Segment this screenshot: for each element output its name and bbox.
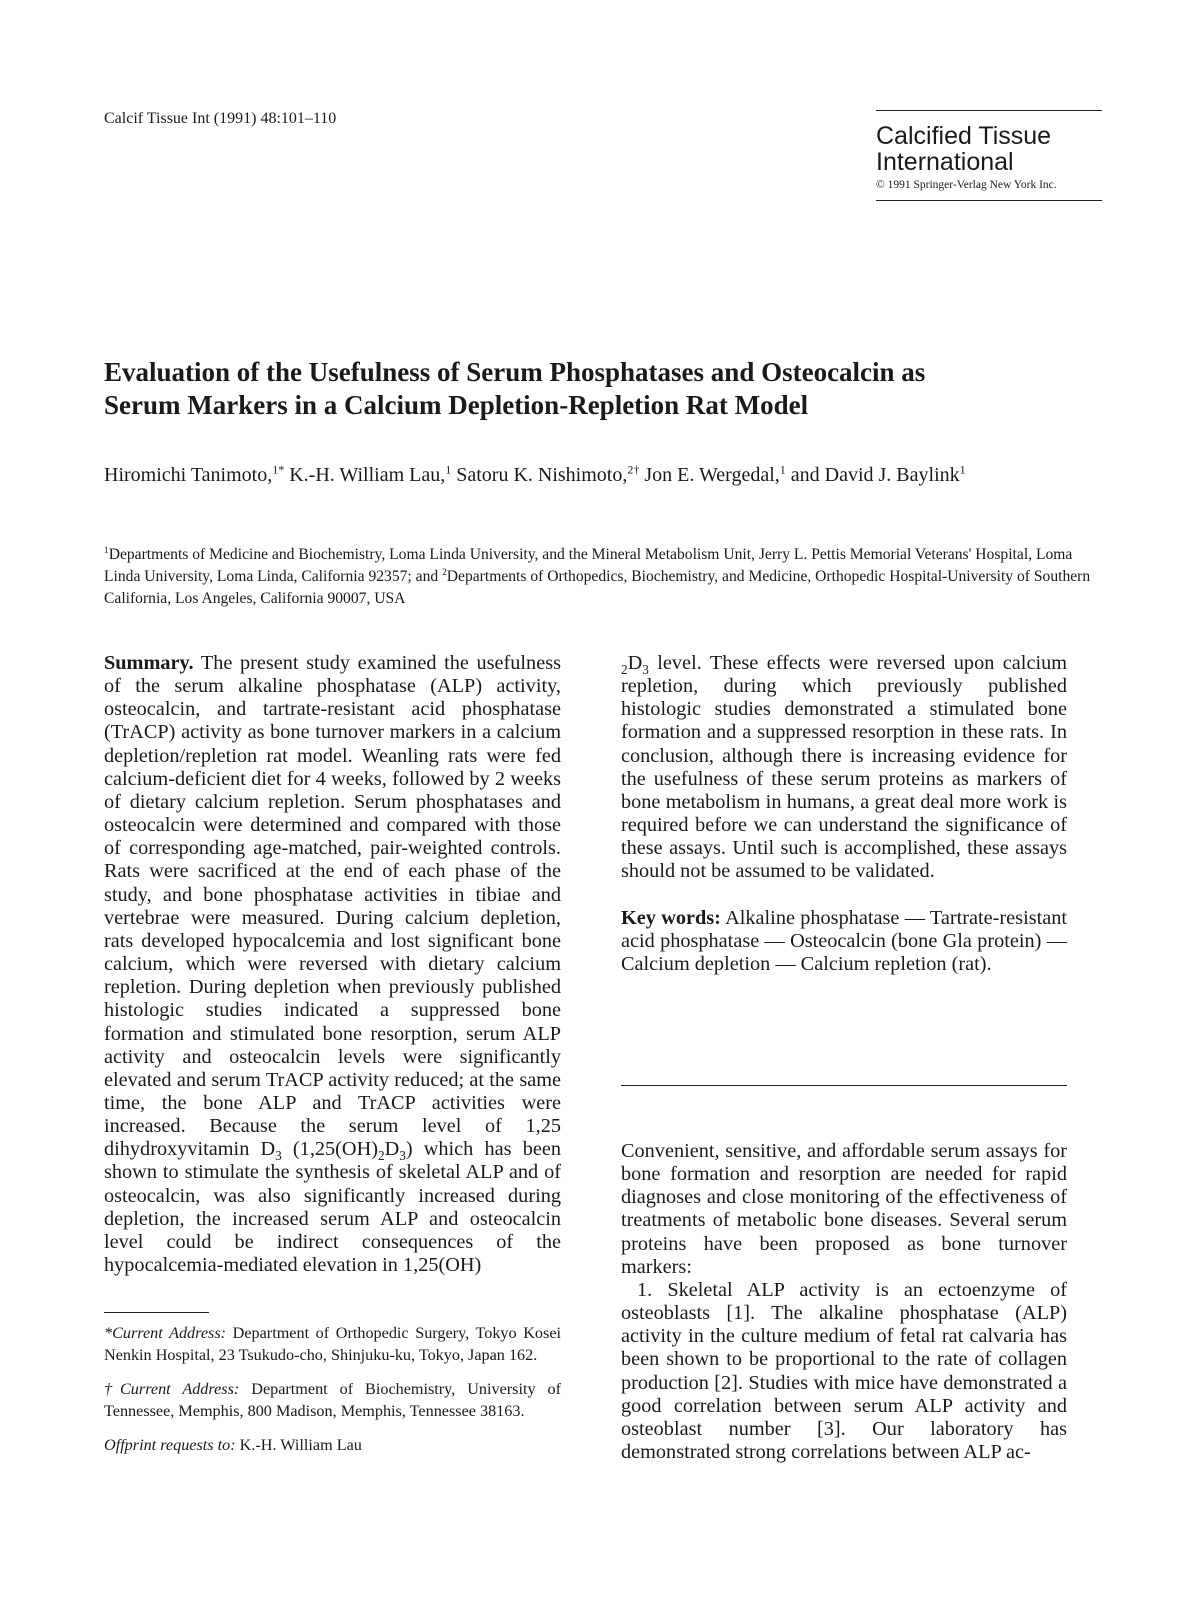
- summary-text: D: [627, 652, 643, 674]
- footnote-divider: [104, 1312, 209, 1313]
- footnote-text: Department of Orthopedic Surgery, Tokyo Kosei Nenkin Hospital, 23 Tsukudo-cho, Shinjuku-ku, Tokyo, Japan 162.: [104, 1324, 561, 1364]
- section-divider: [621, 1085, 1067, 1086]
- intro-paragraph-2: 1. Skeletal ALP activity is an ectoenzyme of osteoblasts [1]. The alkaline phosphatase (ALP) activity in the culture medium of fetal rat calvaria has been shown to be proportional to the rate of collagen production [2]. Studies with mice have demonstrated a good correlation between serum ALP activity and osteoblast number [3]. Our laboratory has demonstrated strong correlations between ALP ac-: [621, 1278, 1067, 1464]
- masthead-bottom-rule: [876, 200, 1102, 201]
- summary-label: Summary.: [104, 652, 194, 674]
- summary-text: (1,25(OH): [281, 1138, 378, 1161]
- author-marker: 2†: [627, 462, 640, 477]
- author-name: Jon E. Wergedal,: [644, 464, 780, 486]
- summary-column-right: [621, 652, 1067, 976]
- summary-text: ) which has been shown to stimulate the synthesis of skeletal ALP and of osteocalcin, was also significantly increased during depletion, the increased serum ALP and osteocalcin level could be indirect consequences of the hypocalcemia-mediated elevation in 1,25(OH): [104, 1138, 561, 1277]
- introduction: [621, 1140, 1067, 1464]
- title-line-1: Evaluation of the Usefulness of Serum Phosphatases and Osteocalcin as: [104, 357, 926, 387]
- masthead-top-rule: [876, 110, 1102, 111]
- affiliation-marker: 2: [442, 567, 447, 578]
- author-name: Satoru K. Nishimoto,: [456, 464, 628, 486]
- offprint-requests: [104, 1434, 561, 1456]
- journal-citation: Calcif Tissue Int (1991) 48:101–110: [104, 110, 337, 127]
- author-marker: 1: [959, 462, 966, 477]
- journal-name-line2: International: [876, 148, 1014, 176]
- footnotes: [104, 1322, 561, 1468]
- affiliations: [104, 544, 1094, 610]
- subscript: 2: [377, 1148, 385, 1164]
- subscript: 2: [621, 662, 628, 678]
- author-name: Hiromichi Tanimoto,: [104, 464, 273, 486]
- footnote-1: [104, 1322, 561, 1366]
- affiliation-2: Departments of Orthopedics, Biochemistry, and Medicine, Orthopedic Hospital-University of Southern California, Los Angeles, California 90007, USA: [104, 568, 1091, 607]
- affiliation-1: Departments of Medicine and Biochemistry, Loma Linda University, and the Mineral Metabolism Unit, Jerry L. Pettis Memorial Veterans' Hospital, Loma Linda University, Loma Linda, California 92357; and: [104, 546, 1073, 585]
- author-marker: 1: [445, 462, 452, 477]
- journal-masthead: [876, 110, 1102, 201]
- article-title: [104, 356, 1064, 422]
- summary-paragraph: [104, 652, 561, 1277]
- footnote-label: *Current Address:: [104, 1324, 227, 1342]
- author-name: and David J. Baylink: [790, 464, 960, 486]
- summary-column-left: [104, 652, 561, 1277]
- summary-text: D: [384, 1138, 400, 1161]
- footnote-label: Offprint requests to:: [104, 1436, 236, 1454]
- author-name: K.-H. William Lau,: [289, 464, 446, 486]
- author-marker: 1*: [272, 462, 285, 477]
- footnote-label: †Current Address:: [104, 1380, 240, 1398]
- journal-name-line1: Calcified Tissue: [876, 122, 1052, 150]
- subscript: 3: [275, 1148, 282, 1164]
- keywords-text: Alkaline phosphatase — Tartrate-resistant acid phosphatase — Osteocalcin (bone Gla protein) — Calcium depletion — Calcium repletion (rat).: [621, 906, 1068, 975]
- footnote-text: Department of Biochemistry, University of Tennessee, Memphis, 800 Madison, Memphis, Tennessee 38163.: [104, 1380, 562, 1420]
- author-list: [104, 463, 1064, 488]
- keywords-label: Key words:: [621, 906, 721, 929]
- footnote-2: [104, 1378, 561, 1422]
- footnote-text: K.-H. William Lau: [239, 1436, 362, 1454]
- subscript: 3: [399, 1148, 406, 1164]
- copyright-notice: © 1991 Springer-Verlag New York Inc.: [876, 179, 1057, 191]
- summary-text: level. These effects were reversed upon calcium repletion, during which previously published histologic studies demonstrated a stimulated bone formation and a suppressed resorption in these rats. In conclusion, although there is increasing evidence for the usefulness of these serum proteins as markers of bone metabolism in humans, a great deal more work is required before we can understand the significance of these assays. Until such is accomplished, these assays should not be assumed to be validated.: [621, 652, 1067, 883]
- title-line-2: Serum Markers in a Calcium Depletion-Repletion Rat Model: [104, 390, 809, 420]
- author-marker: 1: [779, 462, 786, 477]
- summary-continuation: [621, 652, 1067, 884]
- affiliation-marker: 1: [104, 545, 109, 556]
- keywords: [621, 907, 1067, 976]
- summary-text: The present study examined the usefulness of the serum alkaline phosphatase (ALP) activity, osteocalcin, and tartrate-resistant acid phosphatase (TrACP) activity as bone turnover markers in a calcium depletion/repletion rat model. Weanling rats were fed calcium-deficient diet for 4 weeks, followed by 2 weeks of dietary calcium repletion. Serum phosphatases and osteocalcin were determined and compared with those of corresponding age-matched, pair-weighted controls. Rats were sacrificed at the end of each phase of the study, and bone phosphatase activities in tibiae and vertebrae were measured. During calcium depletion, rats developed hypocalcemia and lost significant bone calcium, which were reversed with dietary calcium repletion. During depletion when previously published histologic studies indicated a suppressed bone formation and stimulated bone resorption, serum ALP activity and osteocalcin levels were significantly elevated and serum TrACP activity reduced; at the same time, the bone ALP and TrACP activities were increased. Because the serum level of 1,25 dihydroxyvitamin D: [104, 652, 561, 1161]
- subscript: 3: [642, 662, 649, 678]
- intro-paragraph-1: Convenient, sensitive, and affordable serum assays for bone formation and resorption are needed for rapid diagnoses and close monitoring of the effectiveness of treatments of metabolic bone diseases. Several serum proteins have been proposed as bone turnover markers:: [621, 1140, 1067, 1278]
